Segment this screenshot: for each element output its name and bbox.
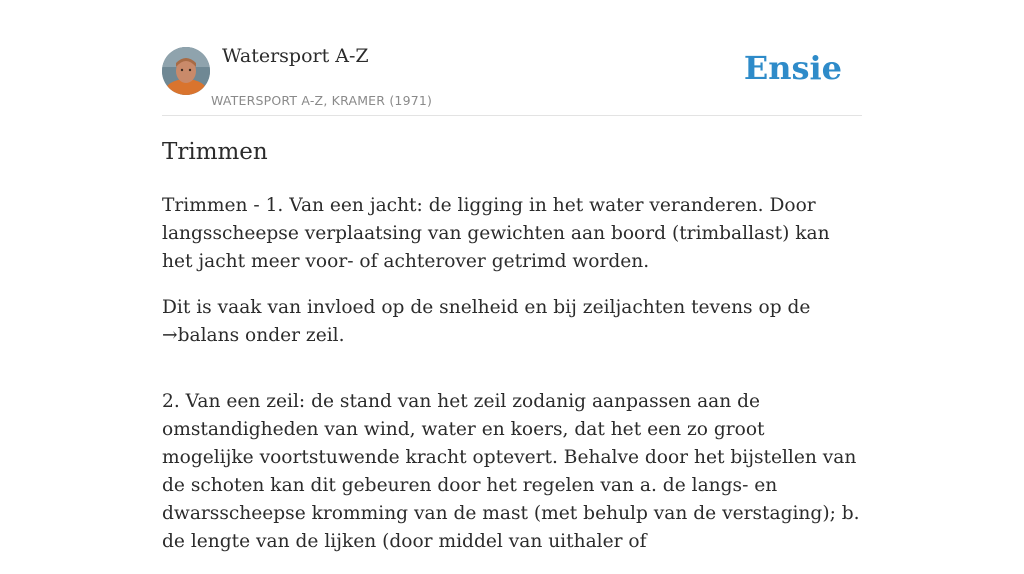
page-title: Trimmen — [162, 139, 268, 165]
cross-reference-link[interactable]: →balans — [162, 325, 240, 346]
header-divider — [162, 115, 862, 116]
source-subtitle[interactable]: WATERSPORT A-Z, KRAMER (1971) — [211, 93, 433, 108]
paragraph-2-text-after: onder zeil. — [239, 325, 345, 346]
paragraph-2-text-before: Dit is vaak van invloed op de snelheid en bij zeiljachten tevens op de — [162, 297, 811, 318]
definition-paragraph-2 — [162, 294, 862, 350]
avatar[interactable] — [162, 47, 210, 95]
ensie-logo[interactable]: Ensie — [743, 49, 842, 87]
definition-paragraph-3: 2. Van een zeil: de stand van het zeil zodanig aanpassen aan de omstandigheden van wind, water en koers, dat het een zo groot mogelijke voortstuwende kracht optevert. Behalve door het bijstellen van de schoten kan dit gebeuren door het regelen van a. de langs- en dwarsscheepse kromming van de mast (met behulp van de verstaging); b. de lengte van de lijken (door middel van uithaler of — [162, 391, 860, 552]
person-photo-avatar-icon — [162, 47, 210, 95]
article-body — [162, 192, 862, 574]
source-title[interactable]: Watersport A-Z — [222, 45, 369, 67]
definition-paragraph-1: Trimmen - 1. Van een jacht: de ligging in het water veranderen. Door langsscheepse verplaatsing van gewichten aan boord (trimballast) kan het jacht meer voor- of achterover getrimd worden. — [162, 195, 830, 272]
